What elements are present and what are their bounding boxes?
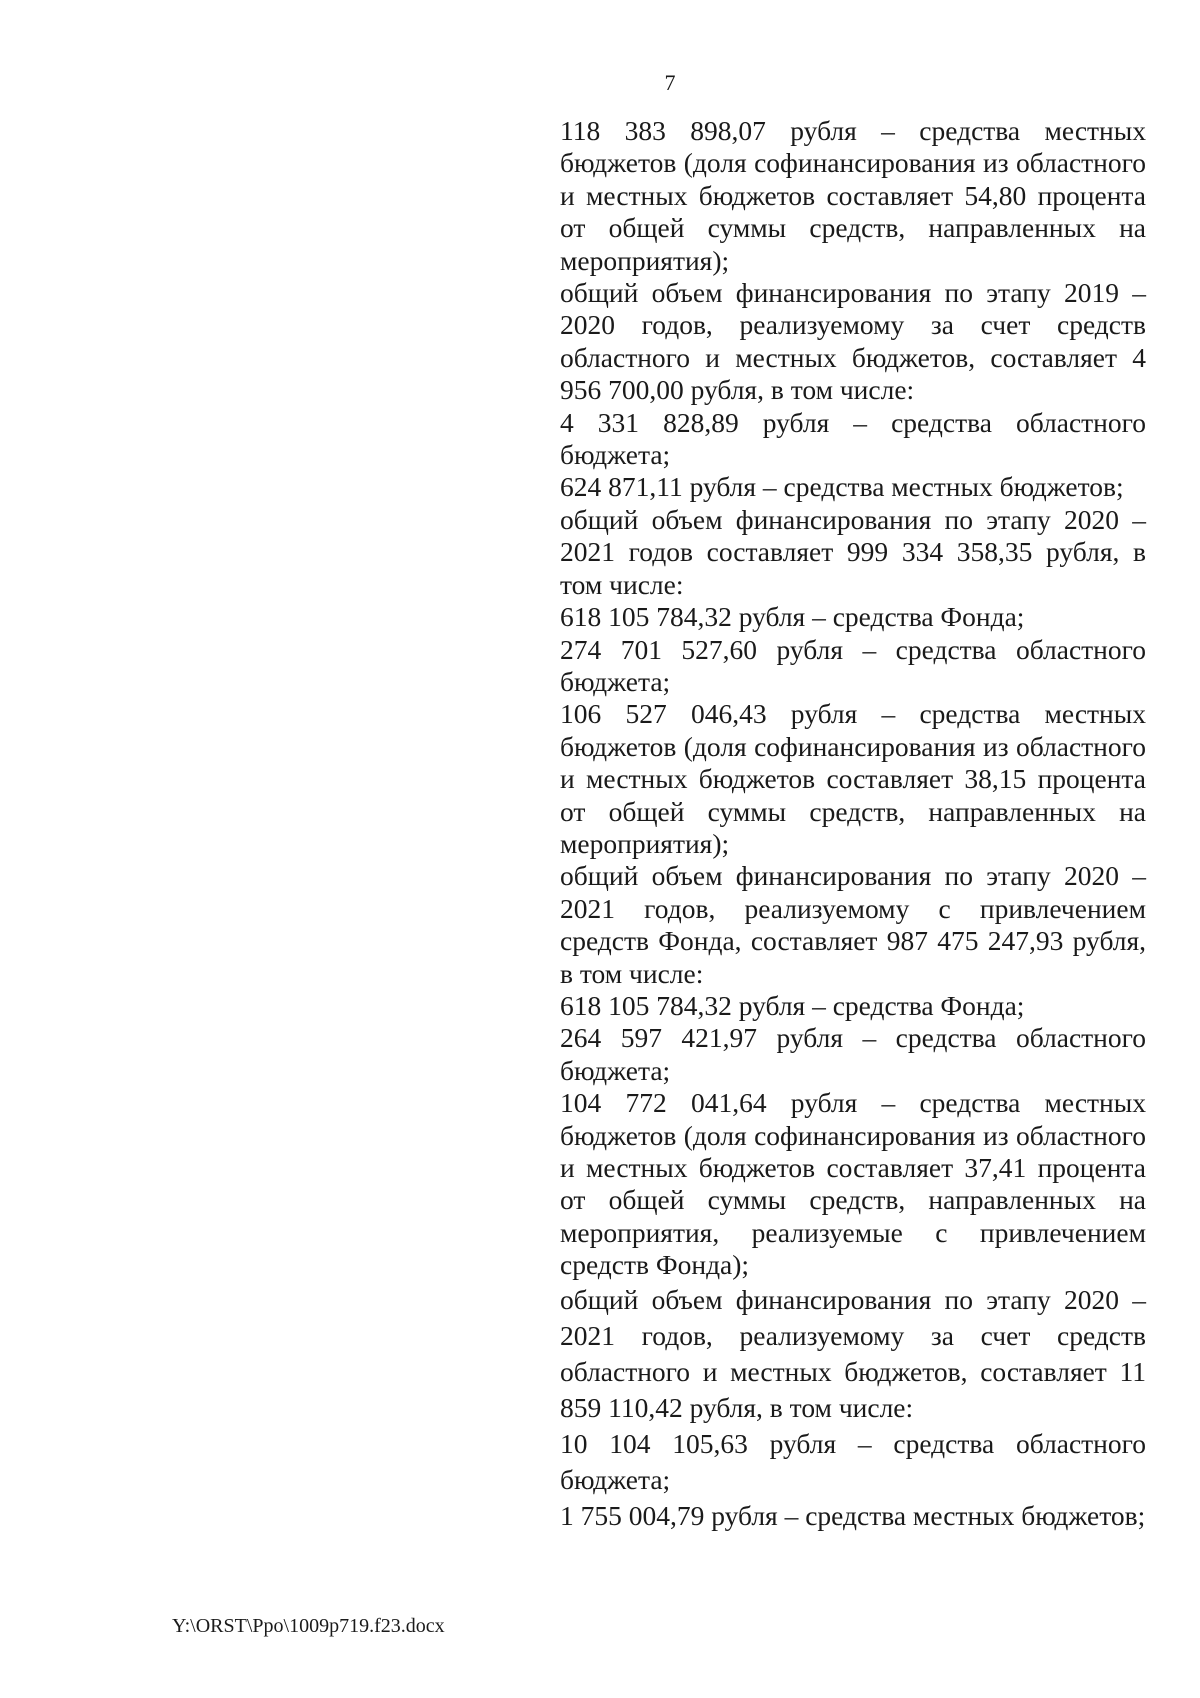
paragraph-local-budget-share-38: 106 527 046,43 рубля – средства местных бюджетов (доля софинансирования из областного и местных бюджетов составляет 38,15 процента от общей суммы средств, направленных на мероприятия); [560, 698, 1146, 859]
page-number: 7 [664, 70, 676, 95]
paragraph-regional-budget-2020-c: 10 104 105,63 рубля – средства областного бюджета; [560, 1427, 1146, 1495]
paragraph-local-budget-share-54: 118 383 898,07 рубля – средства местных бюджетов (доля софинансирования из областного и местных бюджетов составляет 54,80 процента от общей суммы средств, направленных на мероприятия); [560, 115, 1146, 276]
paragraph-stage-2020-2021-own-funds: общий объем финансирования по этапу 2020 – 2021 годов, реализуемому за счет средств областного и местных бюджетов, составляет 11 859 110,42 рубля, в том числе: [560, 1283, 1146, 1423]
paragraph-stage-2020-2021-fund: общий объем финансирования по этапу 2020 – 2021 годов, реализуемому с привлечением средств Фонда, составляет 987 475 247,93 рубля, в том числе: [560, 860, 1146, 989]
footer-file-path: Y:\ORST\Ppo\1009p719.f23.docx [172, 1615, 445, 1637]
paragraph-stage-2020-2021-total: общий объем финансирования по этапу 2020 – 2021 годов составляет 999 334 358,35 рубля, в том числе: [560, 503, 1146, 600]
paragraph-stage-2019-2020-total: общий объем финансирования по этапу 2019 – 2020 годов, реализуемому за счет средств областного и местных бюджетов, составляет 4 956 700,00 рубля, в том числе: [560, 277, 1146, 406]
paragraph-local-budget-2019: 624 871,11 рубля – средства местных бюджетов; [560, 471, 1124, 503]
document-body [560, 115, 1146, 1534]
paragraph-regional-budget-2020: 274 701 527,60 рубля – средства областного бюджета; [560, 633, 1146, 697]
paragraph-fund-2020-b: 618 105 784,32 рубля – средства Фонда; [560, 989, 1025, 1021]
paragraph-local-budget-2020-c: 1 755 004,79 рубля – средства местных бюджетов; [560, 1499, 1146, 1531]
paragraph-regional-budget-2019: 4 331 828,89 рубля – средства областного бюджета; [560, 406, 1146, 471]
paragraph-fund-2020: 618 105 784,32 рубля – средства Фонда; [560, 601, 1025, 633]
paragraph-local-budget-share-37: 104 772 041,64 рубля – средства местных бюджетов (доля софинансирования из областного и местных бюджетов составляет 37,41 процента от общей суммы средств, направленных на мероприятия, реализуемые с привлечением средств Фонда); [560, 1087, 1146, 1281]
paragraph-regional-budget-2020-b: 264 597 421,97 рубля – средства областного бюджета; [560, 1022, 1146, 1086]
